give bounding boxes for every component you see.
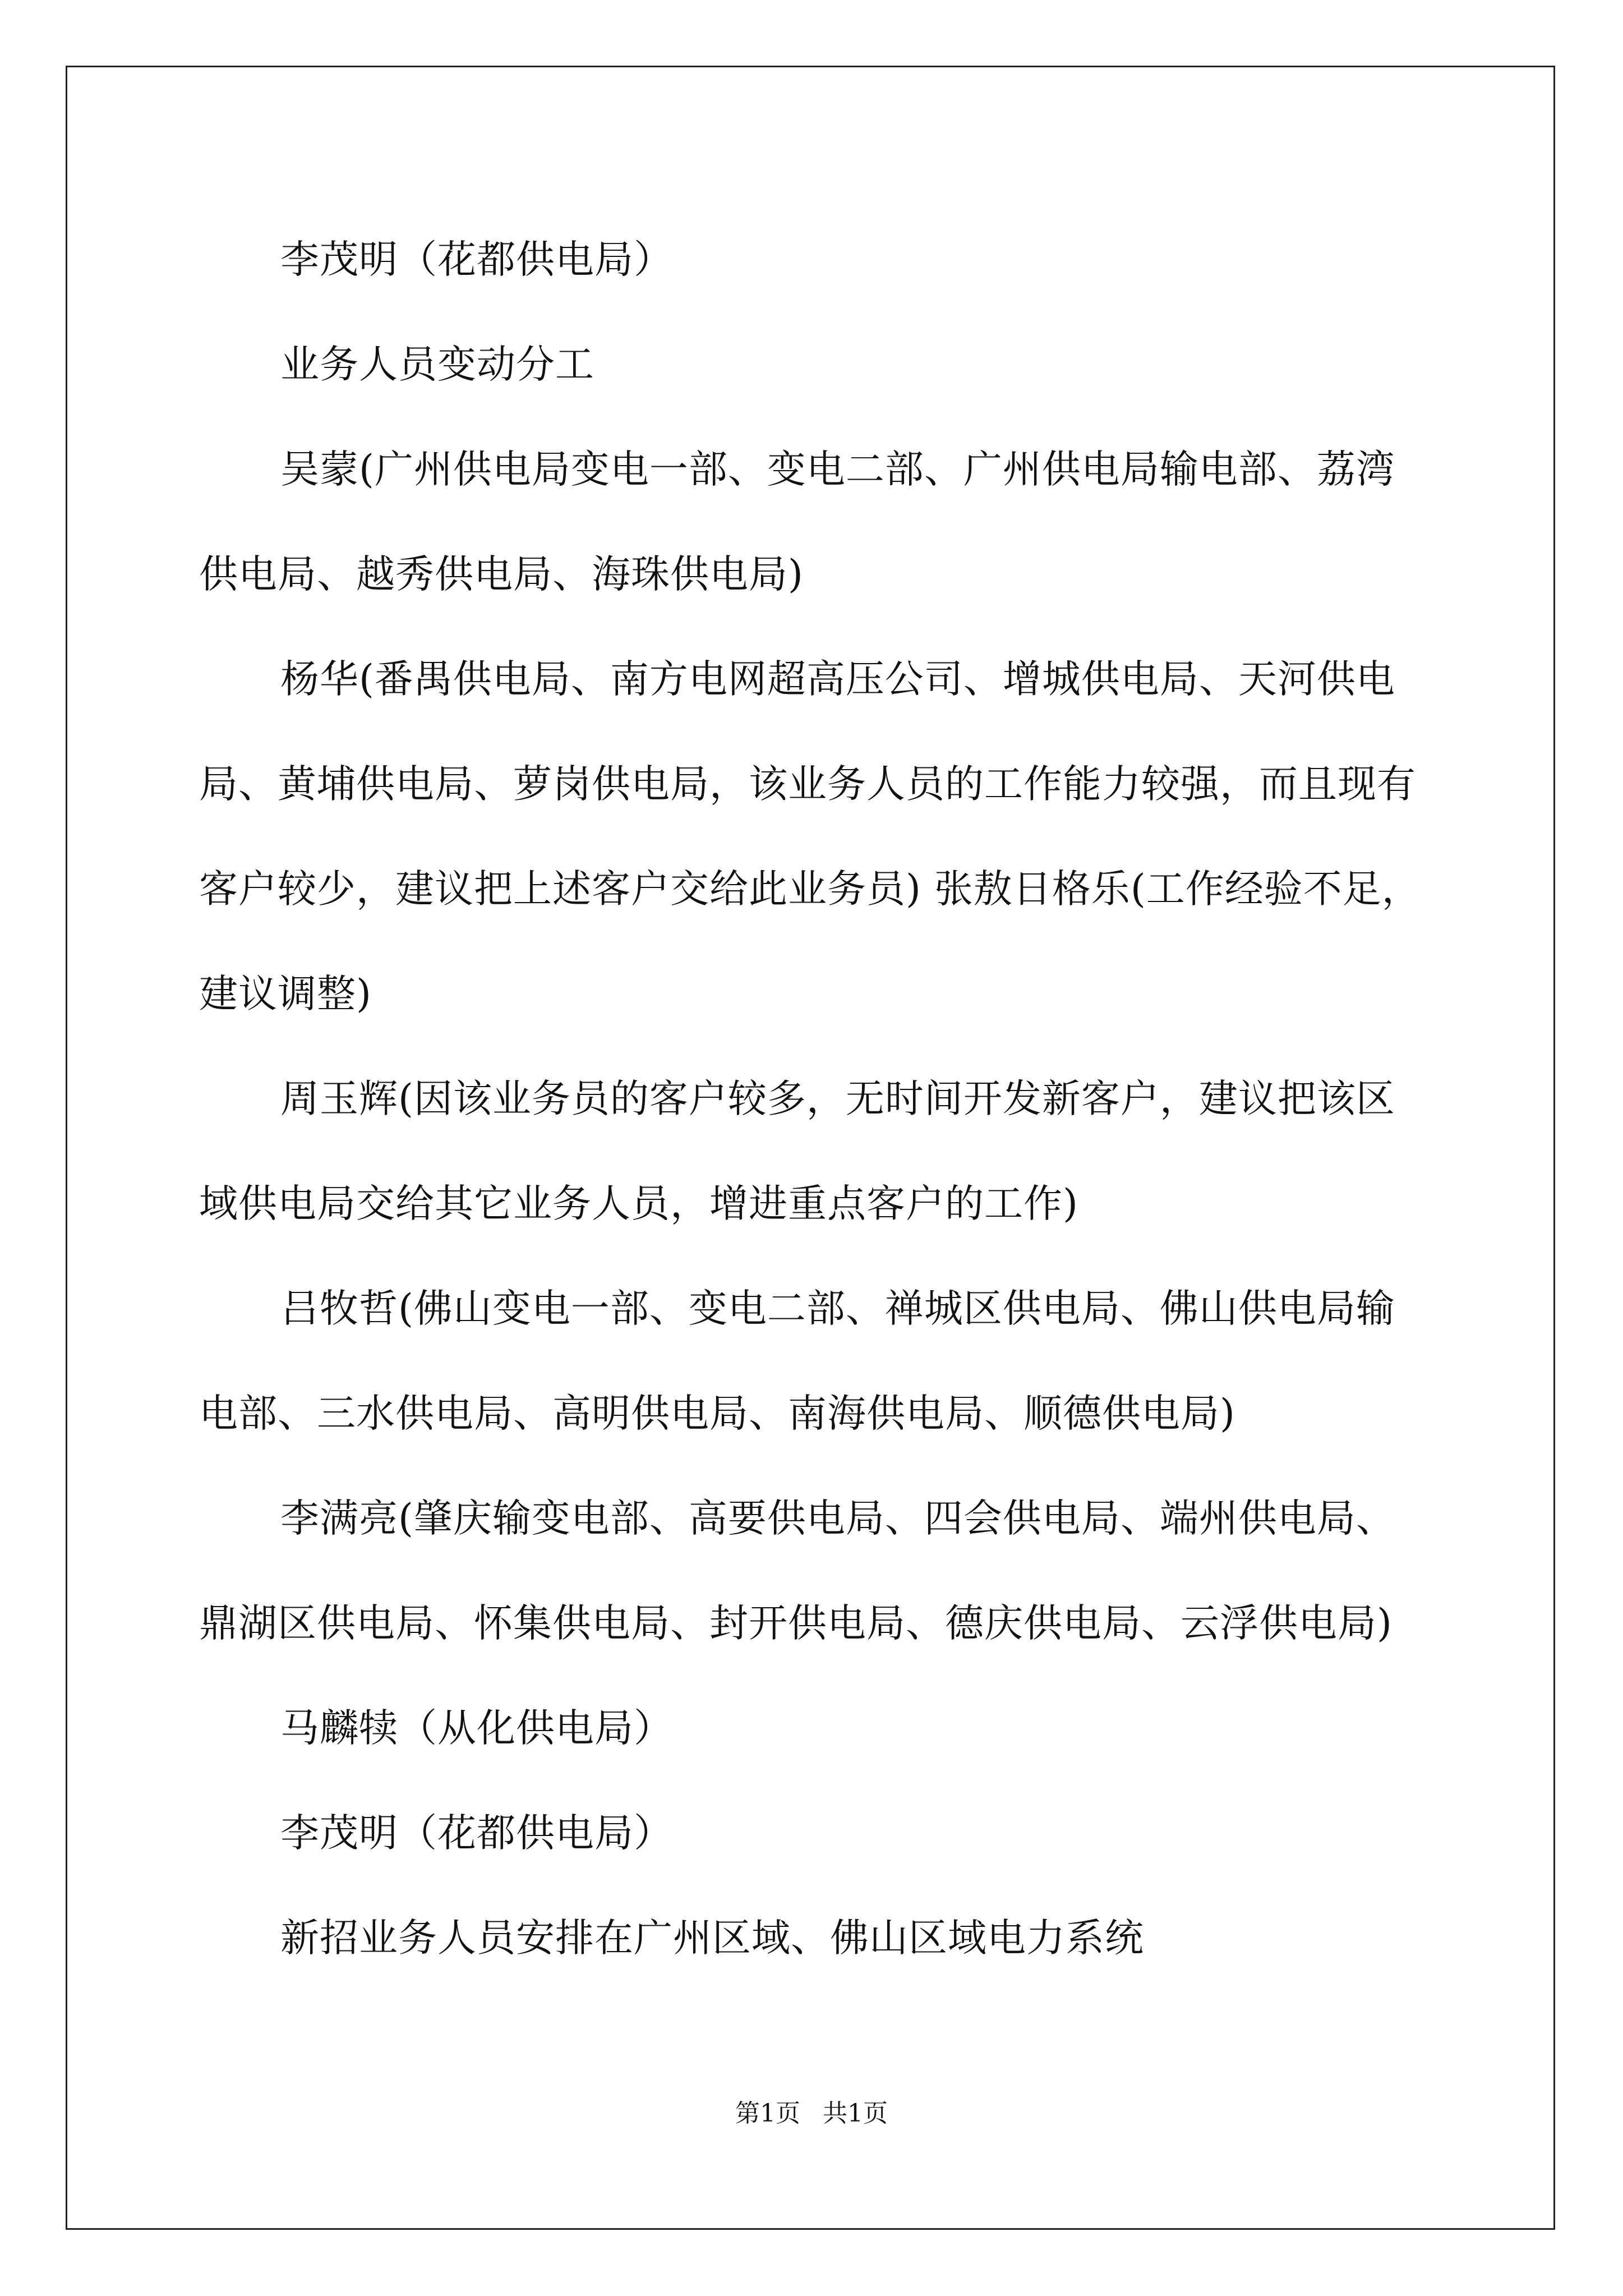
page-number-total: 共1页 (823, 2099, 888, 2128)
paragraph-zhou-yuhui: 周玉辉(因该业务员的客户较多，无时间开发新客户，建议把该区域供电局交给其它业务人员，增进重点客户的工作) (199, 1076, 1395, 1226)
paragraph-li-maoming-1: 李茂明（花都供电局） (280, 237, 673, 282)
paragraph-staff-assignment-heading: 业务人员变动分工 (280, 342, 594, 387)
document-body (199, 208, 1430, 1991)
page-number-current: 第1页 (735, 2099, 800, 2128)
paragraph-new-staff: 新招业务人员安排在广州区域、佛山区域电力系统 (280, 1916, 1144, 1961)
paragraph-lv-muzhe: 吕牧哲(佛山变电一部、变电二部、禅城区供电局、佛山供电局输电部、三水供电局、高明供电局、南海供电局、顺德供电局) (199, 1286, 1395, 1436)
paragraph-ma-lindu: 马麟犊（从化供电局） (280, 1706, 673, 1751)
paragraph-wu-meng: 吴蒙(广州供电局变电一部、变电二部、广州供电局输电部、荔湾供电局、越秀供电局、海珠供电局) (199, 447, 1395, 597)
page-footer (0, 2097, 1623, 2131)
paragraph-yang-hua: 杨华(番禺供电局、南方电网超高压公司、增城供电局、天河供电局、黄埔供电局、萝岗供电局，该业务人员的工作能力较强，而且现有客户较少，建议把上述客户交给此业务员) 张敖日格乐(工作经验不足，建议调整) (199, 657, 1421, 1016)
paragraph-li-manliang: 李满亮(肇庆输变电部、高要供电局、四会供电局、端州供电局、鼎湖区供电局、怀集供电局、封开供电局、德庆供电局、云浮供电局) (199, 1496, 1395, 1646)
paragraph-li-maoming-2: 李茂明（花都供电局） (280, 1811, 673, 1856)
